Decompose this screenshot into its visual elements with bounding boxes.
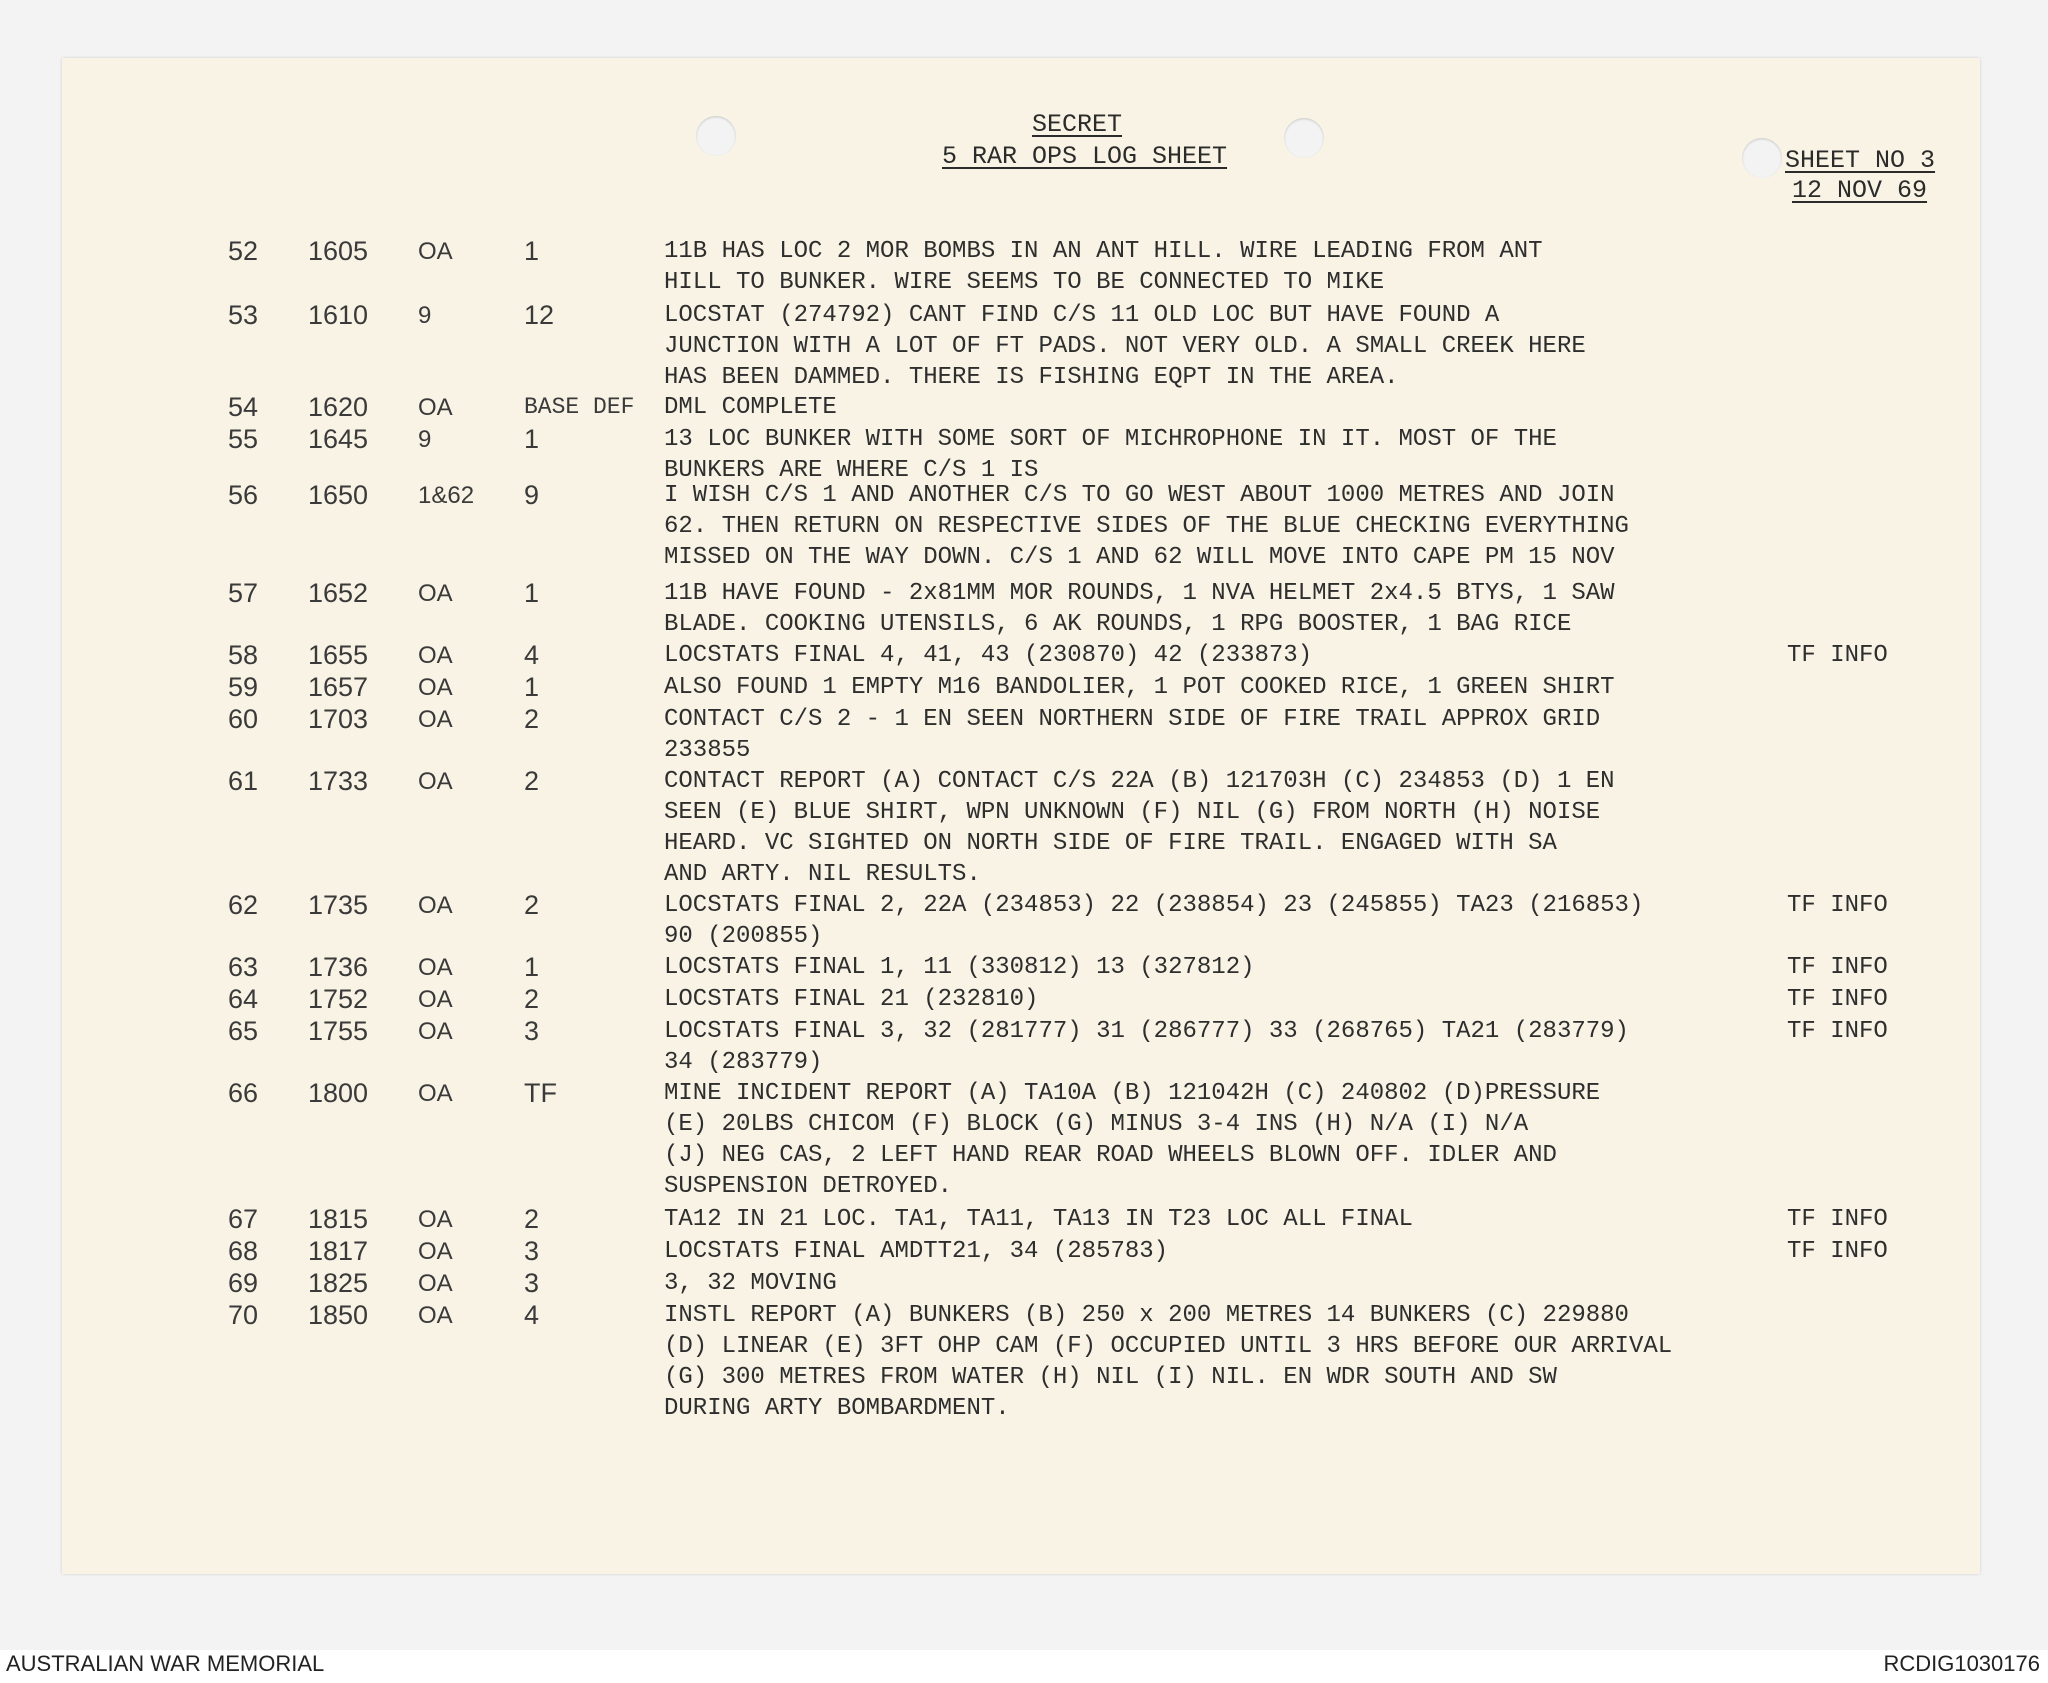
from-station: OA <box>418 706 453 733</box>
from-station: OA <box>418 642 453 669</box>
from-station: OA <box>418 674 453 701</box>
message-text <box>664 1204 1814 1235</box>
from-station: OA <box>418 1018 453 1045</box>
to-station: 4 <box>524 1300 540 1330</box>
to-station: 1 <box>524 424 540 454</box>
message-line: AND ARTY. NIL RESULTS. <box>664 861 981 888</box>
to-station: 12 <box>524 300 555 330</box>
to-station: 1 <box>524 672 540 702</box>
message-line: LOCSTAT (274792) CANT FIND C/S 11 OLD LOC BUT HAVE FOUND A <box>664 302 1500 329</box>
message-line: 90 (200855) <box>664 923 823 950</box>
from-station: OA <box>418 1206 453 1233</box>
serial-number: 58 <box>228 640 259 670</box>
archive-credit: AUSTRALIAN WAR MEMORIAL <box>6 1651 325 1676</box>
message-line: TA12 IN 21 LOC. TA1, TA11, TA13 IN T23 LOC ALL FINAL <box>664 1206 1413 1233</box>
message-text <box>664 704 1814 766</box>
log-sheet-title: 5 RAR OPS LOG SHEET <box>942 142 1228 171</box>
from-station: OA <box>418 394 453 421</box>
entry-time: 1703 <box>308 704 369 734</box>
to-station: 1 <box>524 236 540 266</box>
entry-time: 1645 <box>308 424 369 454</box>
entry-time: 1800 <box>308 1078 369 1108</box>
from-station: OA <box>418 238 453 265</box>
punch-hole-right <box>1742 138 1782 178</box>
serial-number: 55 <box>228 424 259 454</box>
serial-number: 64 <box>228 984 259 1014</box>
entry-time: 1650 <box>308 480 369 510</box>
message-line: HAS BEEN DAMMED. THERE IS FISHING EQPT IN THE AREA. <box>664 364 1399 391</box>
message-text <box>664 890 1814 952</box>
message-line: DURING ARTY BOMBARDMENT. <box>664 1395 1010 1422</box>
message-line: (E) 20LBS CHICOM (F) BLOCK (G) MINUS 3-4 INS (H) N/A (I) N/A <box>664 1111 1529 1138</box>
serial-number: 61 <box>228 766 259 796</box>
message-text <box>664 984 1814 1015</box>
entry-time: 1735 <box>308 890 369 920</box>
serial-number: 54 <box>228 392 259 422</box>
from-station: OA <box>418 892 453 919</box>
message-line: BUNKERS ARE WHERE C/S 1 IS <box>664 457 1039 484</box>
to-station: 9 <box>524 480 540 510</box>
entry-time: 1610 <box>308 300 369 330</box>
action-note: TF INFO <box>1787 1018 1888 1045</box>
message-line: 13 LOC BUNKER WITH SOME SORT OF MICHROPHONE IN IT. MOST OF THE <box>664 426 1557 453</box>
message-text <box>664 300 1814 393</box>
entry-time: 1605 <box>308 236 369 266</box>
message-text <box>664 1016 1814 1078</box>
message-line: INSTL REPORT (A) BUNKERS (B) 250 x 200 METRES 14 BUNKERS (C) 229880 <box>664 1302 1629 1329</box>
to-station: 3 <box>524 1016 540 1046</box>
message-line: 34 (283779) <box>664 1049 823 1076</box>
to-station: 3 <box>524 1268 540 1298</box>
action-note: TF INFO <box>1787 986 1888 1013</box>
entry-time: 1733 <box>308 766 369 796</box>
from-station: OA <box>418 954 453 981</box>
serial-number: 62 <box>228 890 259 920</box>
message-line: ALSO FOUND 1 EMPTY M16 BANDOLIER, 1 POT COOKED RICE, 1 GREEN SHIRT <box>664 674 1615 701</box>
serial-number: 52 <box>228 236 259 266</box>
punch-hole-left <box>696 116 736 156</box>
action-note: TF INFO <box>1787 1206 1888 1233</box>
serial-number: 56 <box>228 480 259 510</box>
message-line: LOCSTATS FINAL 3, 32 (281777) 31 (286777) 33 (268765) TA21 (283779) <box>664 1018 1629 1045</box>
message-line: (J) NEG CAS, 2 LEFT HAND REAR ROAD WHEELS BLOWN OFF. IDLER AND <box>664 1142 1557 1169</box>
serial-number: 67 <box>228 1204 259 1234</box>
serial-number: 66 <box>228 1078 259 1108</box>
message-line: (G) 300 METRES FROM WATER (H) NIL (I) NIL. EN WDR SOUTH AND SW <box>664 1364 1557 1391</box>
message-text <box>664 640 1814 671</box>
message-line: 11B HAVE FOUND - 2x81MM MOR ROUNDS, 1 NVA HELMET 2x4.5 BTYS, 1 SAW <box>664 580 1615 607</box>
message-line: LOCSTATS FINAL 1, 11 (330812) 13 (327812) <box>664 954 1255 981</box>
message-text <box>664 236 1814 298</box>
from-station: 9 <box>418 302 432 329</box>
serial-number: 59 <box>228 672 259 702</box>
message-text <box>664 766 1814 890</box>
entry-time: 1652 <box>308 578 369 608</box>
log-sheet <box>62 58 1980 1574</box>
message-line: HILL TO BUNKER. WIRE SEEMS TO BE CONNECTED TO MIKE <box>664 269 1385 296</box>
to-station: 3 <box>524 1236 540 1266</box>
serial-number: 69 <box>228 1268 259 1298</box>
message-text <box>664 1236 1814 1267</box>
message-text <box>664 392 1814 423</box>
message-text <box>664 672 1814 703</box>
message-line: HEARD. VC SIGHTED ON NORTH SIDE OF FIRE TRAIL. ENGAGED WITH SA <box>664 830 1557 857</box>
message-text <box>664 480 1814 573</box>
to-station: 2 <box>524 704 540 734</box>
message-line: (D) LINEAR (E) 3FT OHP CAM (F) OCCUPIED UNTIL 3 HRS BEFORE OUR ARRIVAL <box>664 1333 1673 1360</box>
message-line: CONTACT REPORT (A) CONTACT C/S 22A (B) 121703H (C) 234853 (D) 1 EN <box>664 768 1615 795</box>
message-line: BLADE. COOKING UTENSILS, 6 AK ROUNDS, 1 RPG BOOSTER, 1 BAG RICE <box>664 611 1572 638</box>
message-line: LOCSTATS FINAL AMDTT21, 34 (285783) <box>664 1238 1169 1265</box>
message-line: MINE INCIDENT REPORT (A) TA10A (B) 121042H (C) 240802 (D)PRESSURE <box>664 1080 1601 1107</box>
to-station: 4 <box>524 640 540 670</box>
message-line: 3, 32 MOVING <box>664 1270 837 1297</box>
to-station: BASE DEF <box>524 394 635 420</box>
from-station: OA <box>418 1302 453 1329</box>
entry-time: 1817 <box>308 1236 369 1266</box>
classification-header: SECRET <box>1032 110 1123 139</box>
entry-time: 1752 <box>308 984 369 1014</box>
message-line: MISSED ON THE WAY DOWN. C/S 1 AND 62 WILL MOVE INTO CAPE PM 15 NOV <box>664 544 1615 571</box>
action-note: TF INFO <box>1787 1238 1888 1265</box>
to-station: TF <box>524 1078 557 1108</box>
to-station: 2 <box>524 984 540 1014</box>
entry-time: 1850 <box>308 1300 369 1330</box>
message-text <box>664 1300 1814 1424</box>
to-station: 2 <box>524 1204 540 1234</box>
message-line: 233855 <box>664 737 751 764</box>
serial-number: 63 <box>228 952 259 982</box>
message-text <box>664 1268 1814 1299</box>
serial-number: 53 <box>228 300 259 330</box>
entry-time: 1657 <box>308 672 369 702</box>
punch-hole-center <box>1284 118 1324 158</box>
message-line: LOCSTATS FINAL 2, 22A (234853) 22 (238854) 23 (245855) TA23 (216853) <box>664 892 1644 919</box>
sheet-date: 12 NOV 69 <box>1792 176 1928 205</box>
serial-number: 60 <box>228 704 259 734</box>
to-station: 2 <box>524 890 540 920</box>
entry-time: 1736 <box>308 952 369 982</box>
serial-number: 68 <box>228 1236 259 1266</box>
message-line: CONTACT C/S 2 - 1 EN SEEN NORTHERN SIDE OF FIRE TRAIL APPROX GRID <box>664 706 1601 733</box>
message-text <box>664 952 1814 983</box>
archive-reference: RCDIG1030176 <box>1883 1651 2040 1676</box>
from-station: OA <box>418 1238 453 1265</box>
message-line: LOCSTATS FINAL 4, 41, 43 (230870) 42 (233873) <box>664 642 1313 669</box>
message-line: 11B HAS LOC 2 MOR BOMBS IN AN ANT HILL. WIRE LEADING FROM ANT <box>664 238 1543 265</box>
entry-time: 1825 <box>308 1268 369 1298</box>
serial-number: 70 <box>228 1300 259 1330</box>
message-line: SEEN (E) BLUE SHIRT, WPN UNKNOWN (F) NIL (G) FROM NORTH (H) NOISE <box>664 799 1601 826</box>
message-line: DML COMPLETE <box>664 394 837 421</box>
from-station: OA <box>418 580 453 607</box>
from-station: OA <box>418 1270 453 1297</box>
message-line: 62. THEN RETURN ON RESPECTIVE SIDES OF THE BLUE CHECKING EVERYTHING <box>664 513 1629 540</box>
message-line: I WISH C/S 1 AND ANOTHER C/S TO GO WEST ABOUT 1000 METRES AND JOIN <box>664 482 1615 509</box>
action-note: TF INFO <box>1787 954 1888 981</box>
sheet-number: SHEET NO 3 <box>1785 146 1936 175</box>
message-line: SUSPENSION DETROYED. <box>664 1173 953 1200</box>
message-line: JUNCTION WITH A LOT OF FT PADS. NOT VERY OLD. A SMALL CREEK HERE <box>664 333 1586 360</box>
from-station: 1&62 <box>418 482 475 509</box>
from-station: OA <box>418 1080 453 1107</box>
from-station: 9 <box>418 426 432 453</box>
from-station: OA <box>418 768 453 795</box>
to-station: 1 <box>524 952 540 982</box>
entry-time: 1755 <box>308 1016 369 1046</box>
entry-time: 1815 <box>308 1204 369 1234</box>
entry-time: 1620 <box>308 392 369 422</box>
serial-number: 57 <box>228 578 259 608</box>
serial-number: 65 <box>228 1016 259 1046</box>
to-station: 1 <box>524 578 540 608</box>
message-text <box>664 1078 1814 1202</box>
action-note: TF INFO <box>1787 642 1888 669</box>
message-line: LOCSTATS FINAL 21 (232810) <box>664 986 1039 1013</box>
action-note: TF INFO <box>1787 892 1888 919</box>
message-text <box>664 578 1814 640</box>
to-station: 2 <box>524 766 540 796</box>
entry-time: 1655 <box>308 640 369 670</box>
from-station: OA <box>418 986 453 1013</box>
message-text <box>664 424 1814 486</box>
